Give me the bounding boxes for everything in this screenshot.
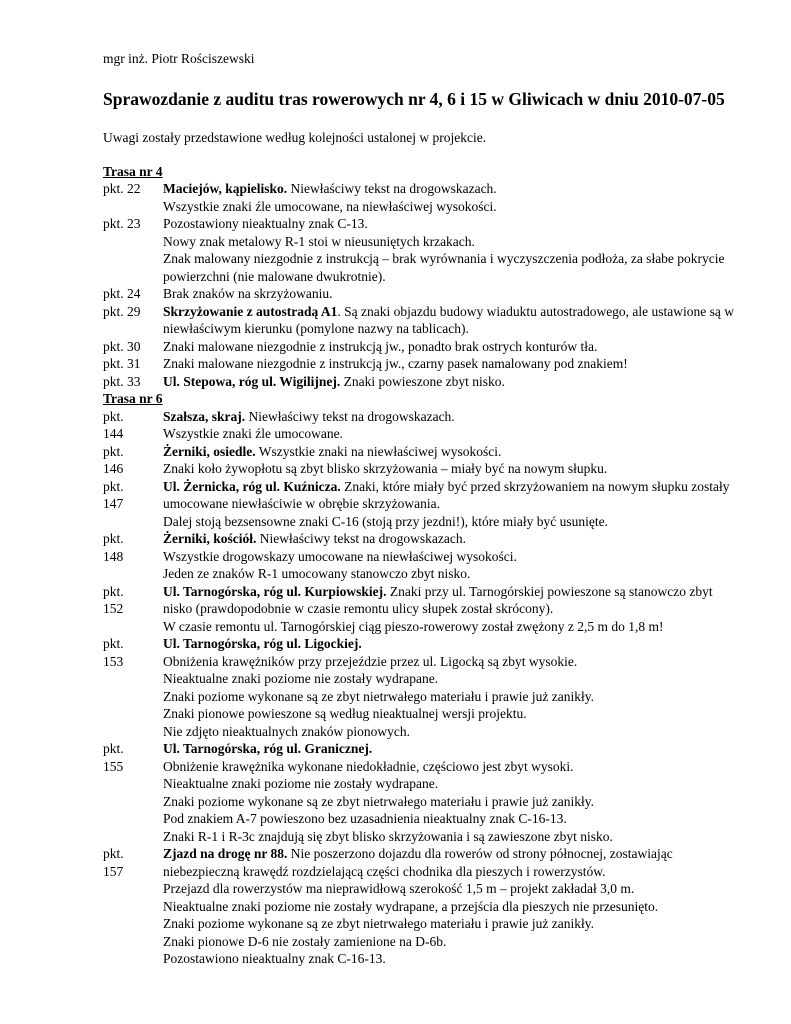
entry-line: Maciejów, kąpielisko. Niewłaściwy tekst na drogowskazach. xyxy=(163,181,497,196)
entry-point-label: pkt. 31 xyxy=(103,356,141,371)
entry-point-label: pkt. 155 xyxy=(103,741,124,774)
entry-line: Ul. Stepowa, róg ul. Wigilijnej. Znaki powieszone zbyt nisko. xyxy=(163,373,505,389)
entry-line: Znaki poziome wykonane są ze zbyt nietrwałego materiału i prawie już zanikły. xyxy=(163,688,594,704)
entry-line: Jeden ze znaków R-1 umocowany stanowczo zbyt nisko. xyxy=(163,566,471,581)
entry-line: Pod znakiem A-7 powieszono bez uzasadnienia nieaktualny znak C-16-13. xyxy=(163,811,567,826)
report-entry xyxy=(103,373,743,391)
entry-line: Znaki poziome wykonane są ze zbyt nietrwałego materiału i prawie już zanikły. xyxy=(163,793,594,809)
entry-point-label: pkt. 147 xyxy=(103,478,124,511)
entry-line: Znaki malowane niezgodnie z instrukcją jw., czarny pasek namalowany pod znakiem! xyxy=(163,356,628,371)
entry-line: Znaki pionowe D-6 nie zostały zamienione na D-6b. xyxy=(163,933,447,949)
entry-location: Maciejów, kąpielisko. xyxy=(163,181,288,196)
entry-line: Wszystkie znaki źle umocowane. xyxy=(163,426,343,441)
entry-location: Zjazd na drogę nr 88. xyxy=(163,846,288,861)
report-entry xyxy=(103,355,743,373)
entry-body xyxy=(163,530,743,583)
entry-point-label: pkt. 152 xyxy=(103,583,124,616)
entry-body xyxy=(163,635,743,740)
entry-line xyxy=(163,635,743,653)
entry-point-label: pkt. 29 xyxy=(103,303,141,319)
report-entry xyxy=(103,408,743,443)
report-entry xyxy=(103,215,743,285)
entry-line: Pozostawiony nieaktualny znak C-13. xyxy=(163,216,368,231)
report-entry xyxy=(103,635,743,740)
section-heading: Trasa nr 4 xyxy=(103,163,163,179)
entry-body xyxy=(163,285,743,303)
entry-line: Nieaktualne znaki poziome nie zostały wydrapane. xyxy=(163,671,439,686)
entry-body xyxy=(163,845,743,968)
report-entry xyxy=(103,530,743,583)
document-page xyxy=(103,50,743,968)
report-entry xyxy=(103,740,743,845)
entry-line: Nie zdjęto nieaktualnych znaków pionowych. xyxy=(163,723,411,739)
entry-location: Żerniki, kościół. xyxy=(163,531,257,546)
entry-line: Żerniki, kościół. Niewłaściwy tekst na drogowskazach. xyxy=(163,531,466,546)
entry-line xyxy=(163,740,743,758)
entry-body xyxy=(163,215,743,285)
entry-point-label: pkt. 148 xyxy=(103,531,124,564)
entry-line: Nieaktualne znaki poziome nie zostały wydrapane, a przejścia dla pieszych nie przesunięto. xyxy=(163,898,659,914)
report-entry xyxy=(103,583,743,636)
entry-body xyxy=(163,408,743,443)
entry-line: Znaki koło żywopłotu są zbyt blisko skrzyżowania – miały być na nowym słupku. xyxy=(163,461,608,476)
report-entry xyxy=(103,478,743,531)
entry-line: Znaki malowane niezgodnie z instrukcją jw., ponadto brak ostrych konturów tła. xyxy=(163,338,598,354)
entry-body xyxy=(163,355,743,373)
entry-point-label: pkt. 33 xyxy=(103,373,141,389)
entry-body xyxy=(163,303,743,338)
entry-line: Obniżenie krawężnika wykonane niedokładnie, częściowo jest zbyt wysoki. xyxy=(163,758,574,774)
entry-line: Przejazd dla rowerzystów ma nieprawidłową szerokość 1,5 m – projekt zakładał 3,0 m. xyxy=(163,881,635,896)
entry-body xyxy=(163,478,743,531)
entry-point-label: pkt. 30 xyxy=(103,338,141,354)
intro-paragraph: Uwagi zostały przedstawione według kolejności ustalonej w projekcie. xyxy=(103,130,487,145)
entry-location: Ul. Tarnogórska, róg ul. Ligockiej. xyxy=(163,636,362,651)
entry-line: Brak znaków na skrzyżowaniu. xyxy=(163,286,333,301)
entry-line: Wszystkie znaki źle umocowane, na niewłaściwej wysokości. xyxy=(163,198,497,214)
author-line: mgr inż. Piotr Rościszewski xyxy=(103,51,255,66)
entry-body xyxy=(163,443,743,478)
report-entry xyxy=(103,338,743,356)
entry-location: Ul. Stepowa, róg ul. Wigilijnej. xyxy=(163,373,341,389)
entry-line: Znaki R-1 i R-3c znajdują się zbyt blisko skrzyżowania i są zawieszone zbyt nisko. xyxy=(163,828,613,844)
entry-body xyxy=(163,740,743,845)
entry-location: Ul. Tarnogórska, róg ul. Kurpiowskiej. xyxy=(163,583,387,599)
entry-location: Szałsza, skraj. xyxy=(163,408,246,424)
entry-line: Ul. Żernicka, róg ul. Kuźnicza. Znaki, które miały być przed skrzyżowaniem na nowym słupku zostały umocowane niewłaściwie w obrębie skrzyżowania. xyxy=(163,478,730,511)
entry-line: Nowy znak metalowy R-1 stoi w nieusuniętych krzakach. xyxy=(163,233,475,249)
entry-point-label: pkt. 22 xyxy=(103,181,141,196)
entry-line: Obniżenia krawężników przy przejeździe przez ul. Ligocką są zbyt wysokie. xyxy=(163,653,578,669)
entry-point-label: pkt. 153 xyxy=(103,636,124,669)
entry-line: Ul. Tarnogórska, róg ul. Kurpiowskiej. Znaki przy ul. Tarnogórskiej powieszone są stanowczo zbyt nisko (prawdopodobnie w czasie remontu ulicy słupek został skrócony). xyxy=(163,583,713,616)
section-heading: Trasa nr 6 xyxy=(103,391,163,406)
entry-body xyxy=(163,583,743,636)
entry-line: Znaki pionowe powieszone są według nieaktualnej wersji projektu. xyxy=(163,706,527,721)
entry-point-label: pkt. 24 xyxy=(103,286,141,301)
entry-line: Zjazd na drogę nr 88. Nie poszerzono dojazdu dla rowerów od strony północnej, zostawiając niebezpieczną krawędź rozdzielającą części chodnika dla pieszych i rowerzystów. xyxy=(163,846,673,879)
entry-line: Znaki poziome wykonane są ze zbyt nietrwałego materiału i prawie już zanikły. xyxy=(163,916,594,931)
document-title: Sprawozdanie z auditu tras rowerowych nr 4, 6 i 15 w Gliwicach w dniu 2010-07-05 xyxy=(103,89,725,109)
entry-line: W czasie remontu ul. Tarnogórskiej ciąg pieszo-rowerowy został zwężony z 2,5 m do 1,8 m! xyxy=(163,618,664,634)
entry-point-label: pkt. 146 xyxy=(103,443,124,476)
report-entry xyxy=(103,303,743,338)
entry-location: Żerniki, osiedle. xyxy=(163,443,256,459)
entry-body xyxy=(163,373,743,391)
entry-location: Ul. Tarnogórska, róg ul. Granicznej. xyxy=(163,741,373,756)
entry-line: Dalej stoją bezsensowne znaki C-16 (stoją przy jezdni!), które miały być usunięte. xyxy=(163,513,608,529)
entry-body xyxy=(163,338,743,356)
sections-container xyxy=(103,163,743,968)
entry-point-label: pkt. 157 xyxy=(103,846,124,879)
entry-line: Żerniki, osiedle. Wszystkie znaki na niewłaściwej wysokości. xyxy=(163,443,502,459)
entry-location: Skrzyżowanie z autostradą A1 xyxy=(163,303,338,319)
entry-point-label: pkt. 144 xyxy=(103,408,124,441)
entry-line: Nieaktualne znaki poziome nie zostały wydrapane. xyxy=(163,776,439,791)
report-entry xyxy=(103,180,743,215)
entry-point-label: pkt. 23 xyxy=(103,216,141,231)
entry-body xyxy=(163,180,743,215)
entry-line: Pozostawiono nieaktualny znak C-16-13. xyxy=(163,951,386,966)
entry-line: Szałsza, skraj. Niewłaściwy tekst na drogowskazach. xyxy=(163,408,455,424)
entry-line: Skrzyżowanie z autostradą A1. Są znaki objazdu budowy wiaduktu autostradowego, ale ustawione są w niewłaściwym kierunku (pomylone nazwy na tablicach). xyxy=(163,303,735,336)
entry-location: Ul. Żernicka, róg ul. Kuźnicza. xyxy=(163,478,341,494)
report-entry xyxy=(103,443,743,478)
report-entry xyxy=(103,845,743,968)
entry-line: Znak malowany niezgodnie z instrukcją – brak wyrównania i wyczyszczenia podłoża, za słabe pokrycie powierzchni (nie malowane dwukrotnie). xyxy=(163,251,725,284)
report-entry xyxy=(103,285,743,303)
entry-line: Wszystkie drogowskazy umocowane na niewłaściwej wysokości. xyxy=(163,548,517,564)
